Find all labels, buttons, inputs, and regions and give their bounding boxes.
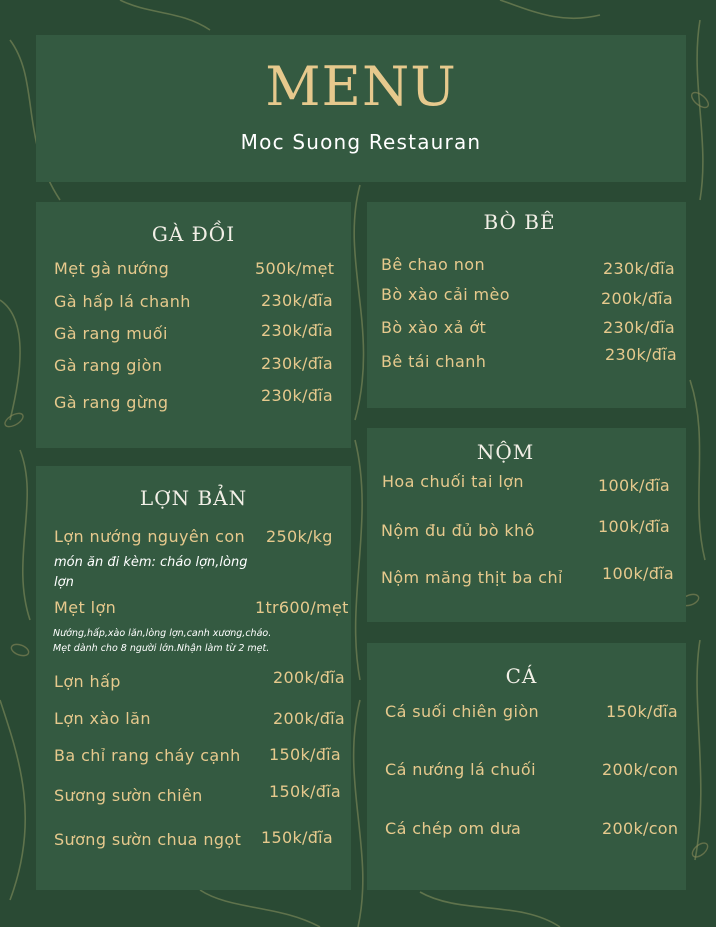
menu-item-name: Lợn nướng nguyên con xyxy=(54,527,246,546)
side-dish-note: lợn xyxy=(54,575,74,590)
section-title-bo-be: BÒ BÊ xyxy=(483,210,556,234)
menu-item-price: 1tr600/mẹt xyxy=(255,598,349,617)
menu-item-price: 150k/đĩa xyxy=(261,828,334,847)
menu-item-name: Lợn hấp xyxy=(54,672,121,691)
met-lon-note: Mẹt dành cho 8 người lớn.Nhận làm từ 2 mẹt. xyxy=(53,643,270,654)
menu-item-name: Bê tái chanh xyxy=(381,352,487,371)
menu-item-name: Cá nướng lá chuối xyxy=(385,760,536,779)
menu-item-price: 100k/đĩa xyxy=(598,517,671,536)
menu-item-name: Gà rang muối xyxy=(54,324,168,343)
menu-item-price: 230k/đĩa xyxy=(261,386,334,405)
menu-item-price: 200k/con xyxy=(602,819,679,838)
menu-item-price: 230k/đĩa xyxy=(603,318,676,337)
section-title-ca: CÁ xyxy=(505,664,538,688)
menu-item-price: 150k/đĩa xyxy=(269,745,342,764)
menu-item-name: Cá suối chiên giòn xyxy=(385,702,540,721)
menu-item-name: Nộm đu đủ bò khô xyxy=(381,521,535,540)
menu-item-name: Bò xào xả ớt xyxy=(381,318,487,337)
menu-item-price: 100k/đĩa xyxy=(598,476,671,495)
section-title-lon-ban: LỢN BẢN xyxy=(139,486,248,510)
menu-item-name: Sương sườn chiên xyxy=(54,786,203,805)
menu-item-price: 150k/đĩa xyxy=(606,702,679,721)
menu-item-price: 230k/đĩa xyxy=(261,321,334,340)
menu-item-price: 200k/con xyxy=(602,760,679,779)
menu-item-name: Gà rang gừng xyxy=(54,393,169,412)
menu-item-name: Mẹt gà nướng xyxy=(54,259,170,278)
menu-item-price: 230k/đĩa xyxy=(605,345,678,364)
menu-item-price: 150k/đĩa xyxy=(269,782,342,801)
menu-item-name: Sương sườn chua ngọt xyxy=(54,830,242,849)
restaurant-name: Moc Suong Restauran xyxy=(240,130,482,154)
menu-item-price: 100k/đĩa xyxy=(602,564,675,583)
section-title-nom: NỘM xyxy=(476,440,535,464)
menu-item-name: Gà hấp lá chanh xyxy=(54,292,191,311)
menu-item-name: Lợn xào lăn xyxy=(54,709,151,728)
menu-item-price: 500k/mẹt xyxy=(255,259,335,278)
menu-item-name: Cá chép om dưa xyxy=(385,819,522,838)
menu-item-name: Gà rang giòn xyxy=(54,356,163,375)
menu-item-name: Nộm măng thịt ba chỉ xyxy=(381,568,563,587)
menu-item-price: 230k/đĩa xyxy=(261,291,334,310)
menu-title: MENU xyxy=(265,55,457,118)
menu-item-price: 200k/đĩa xyxy=(273,709,346,728)
menu-item-price: 200k/đĩa xyxy=(273,668,346,687)
menu-item-name: Bê chao non xyxy=(381,255,485,274)
met-lon-note: Nướng,hấp,xào lăn,lòng lợn,canh xương,cháo. xyxy=(53,628,272,639)
menu-item-name: Ba chỉ rang cháy cạnh xyxy=(54,746,241,765)
menu-item-price: 200k/đĩa xyxy=(601,289,674,308)
menu-item-name: Hoa chuối tai lợn xyxy=(382,472,524,491)
menu-item-name: Bò xào cải mèo xyxy=(381,285,510,304)
menu-item-price: 250k/kg xyxy=(266,527,333,546)
menu-item-price: 230k/đĩa xyxy=(261,354,334,373)
menu-item-price: 230k/đĩa xyxy=(603,259,676,278)
menu-item-name: Mẹt lợn xyxy=(54,598,117,617)
side-dish-note: món ăn đi kèm: cháo lợn,lòng xyxy=(54,555,248,570)
section-title-ga-doi: GÀ ĐỒI xyxy=(151,222,236,246)
